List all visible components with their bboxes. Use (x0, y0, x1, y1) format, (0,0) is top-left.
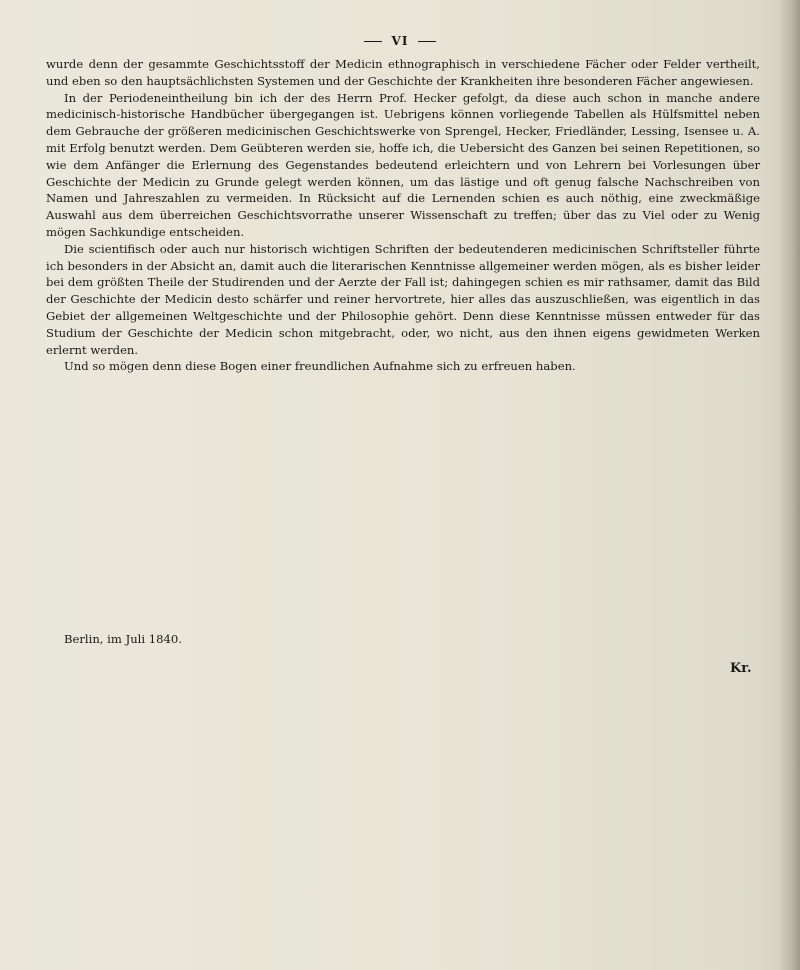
author-signature: Kr. (730, 661, 752, 676)
header-dash-left (364, 41, 382, 43)
paragraph-4: Und so mögen denn diese Bogen einer freundlichen Aufnahme sich zu erfreuen haben. (64, 359, 576, 374)
header-dash-right (418, 41, 436, 43)
page-gutter-shadow (778, 0, 800, 970)
paragraph-1: wurde denn der gesammte Geschichtsstoff der Medicin ethnographisch in verschiedene Fächer oder Felder vertheilt, und eben so den hauptsächlichsten Systemen und der Geschichte der Krankheiten ihre besonderen Fächer angewiesen. (46, 57, 760, 88)
place-and-date: Berlin, im Juli 1840. (64, 632, 182, 646)
paragraph-3: Die scientifisch oder auch nur historisch wichtigen Schriften der bedeutenderen medicinischen Schriftsteller führte ich besonders in der Absicht an, damit auch die literarischen Kenntnisse allgemeiner werden mögen, als es bisher leider bei dem größten Theile der Studirenden und der Aerzte der Fall ist; dahingegen schien es mir rathsamer, damit das Bild der Geschichte der Medicin desto schärfer und reiner hervortrete, hier alles das auszuschließen, was eigentlich in das Gebiet der allgemeinen Weltgeschichte und der Philosophie gehört. Denn diese Kenntnisse müssen entweder für das Studium der Geschichte der Medicin schon mitgebracht, oder, wo nicht, aus den ihnen eigens gewidmeten Werken erlernt werden. (46, 241, 760, 357)
page-header (0, 34, 800, 48)
page-number: VI (391, 34, 409, 48)
body-text (46, 56, 760, 375)
paragraph-2: In der Periodeneintheilung bin ich der des Herrn Prof. Hecker gefolgt, da diese auch schon in manche andere medicinisch-historische Handbücher übergegangen ist. Uebrigens können vorliegende Tabellen als Hülfsmittel neben dem Gebrauche der größeren medicinischen Geschichtswerke von Sprengel, Hecker, Friedländer, Lessing, Isensee u. A. mit Erfolg benutzt werden. Dem Geübteren werden sie, hoffe ich, die Uebersicht des Ganzen bei seinen Repetitionen, so wie dem Anfänger die Erlernung des Gegenstandes bedeutend erleichtern und von Lehrern bei Vorlesungen über Geschichte der Medicin zu Grunde gelegt werden können, um das lästige und oft genug falsche Nachschreiben von Namen und Jahreszahlen zu vermeiden. In Rücksicht auf die Lernenden schien es auch nöthig, eine zweckmäßige Auswahl aus dem überreichen Geschichtsvorrathe unserer Wissenschaft zu treffen; über das zu Viel oder zu Wenig mögen Sachkundige entscheiden. (46, 90, 760, 239)
